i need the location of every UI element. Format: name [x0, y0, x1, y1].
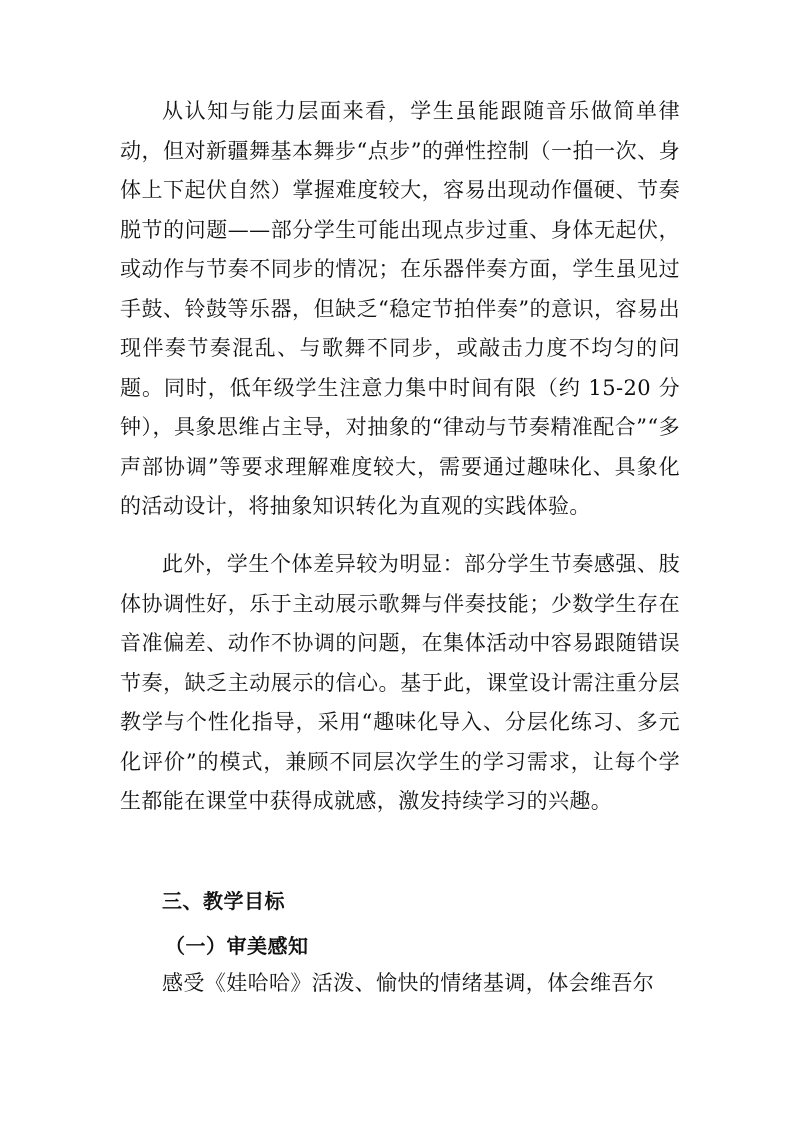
body-paragraph-aesthetic-goal: 感受《娃哈哈》活泼、愉快的情绪基调，体会维吾尔: [162, 971, 655, 995]
section-heading-teaching-goals: 三、教学目标: [162, 889, 285, 913]
body-paragraph-individual-differences: 此外，学生个体差异较为明显：部分学生节奏感强、肢体协调性好，乐于主动展示歌舞与伴奏技能；少数学生存在音准偏差、动作不协调的问题，在集体活动中容易跟随错误节奏，缺乏主动展示的信心。基于此，课堂设计需注重分层教学与个性化指导，采用“趣味化导入、分层化练习、多元化评价”的模式，兼顾不同层次学生的学习需求，让每个学生都能在课堂中获得成就感，激发持续学习的兴趣。: [120, 552, 680, 813]
subsection-heading-aesthetic-perception: （一）审美感知: [165, 934, 309, 958]
body-paragraph-cognition: 从认知与能力层面来看，学生虽能跟随音乐做简单律动，但对新疆舞基本舞步“点步”的弹性控制（一拍一次、身体上下起伏自然）掌握难度较大，容易出现动作僵硬、节奏脱节的问题——部分学生可能出现点步过重、身体无起伏，或动作与节奏不同步的情况；在乐器伴奏方面，学生虽见过手鼓、铃鼓等乐器，但缺乏“稳定节拍伴奏”的意识，容易出现伴奏节奏混乱、与歌舞不同步，或敲击力度不均匀的问题。同时，低年级学生注意力集中时间有限（约 15-20 分钟），具象思维占主导，对抽象的“律动与节奏精准配合”“多声部协调”等要求理解难度较大，需要通过趣味化、具象化的活动设计，将抽象知识转化为直观的实践体验。: [120, 99, 680, 518]
